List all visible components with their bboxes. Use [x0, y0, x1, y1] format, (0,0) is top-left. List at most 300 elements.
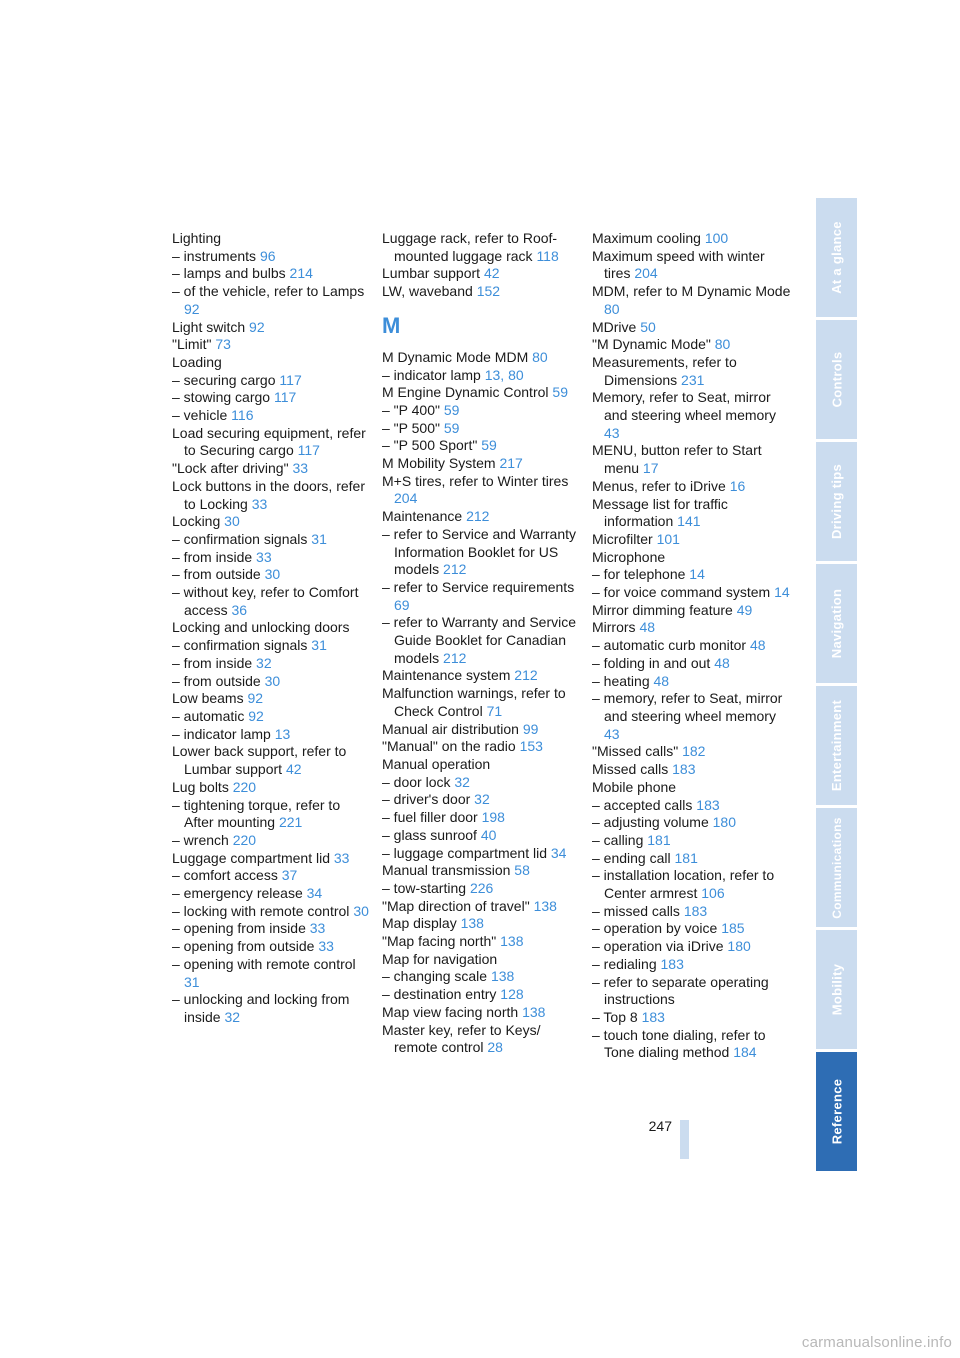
page-link[interactable]: 59: [481, 437, 497, 454]
index-entry: [592, 850, 792, 868]
page-link[interactable]: 198: [481, 809, 505, 826]
index-entry: [382, 265, 582, 283]
index-entry: [592, 779, 792, 797]
index-term: – tow-starting: [382, 879, 467, 896]
index-term: – "P 500 Sport": [382, 437, 478, 454]
index-entry: [172, 956, 372, 991]
index-term: LW, waveband: [382, 283, 473, 300]
index-term: Microfilter: [592, 530, 653, 547]
index-entry: [592, 797, 792, 815]
index-term: Microphone: [592, 548, 666, 565]
index-term: Map for navigation: [382, 950, 498, 967]
page-link[interactable]: 30: [264, 566, 281, 583]
page-link[interactable]: 183: [696, 796, 720, 813]
index-term: – unlocking and locking from inside: [172, 991, 350, 1025]
page-link[interactable]: 212: [466, 508, 490, 525]
index-entry: [382, 951, 582, 969]
index-entry: [382, 367, 582, 385]
index-entry: [592, 1009, 792, 1027]
index-term: – heating: [592, 672, 650, 689]
tab-mobility[interactable]: [816, 930, 857, 1049]
index-term: MDrive: [592, 318, 637, 335]
index-term: – "P 500": [382, 419, 440, 436]
index-entry: [592, 673, 792, 691]
page-link[interactable]: 99: [522, 720, 539, 737]
page-link[interactable]: 13: [274, 725, 291, 742]
page-link[interactable]: 180: [712, 814, 736, 831]
index-entry: [382, 791, 582, 809]
index-term: "Limit": [172, 336, 212, 353]
index-term: – from inside: [172, 548, 253, 565]
index-entry: [172, 867, 372, 885]
page-link[interactable]: 30: [264, 672, 281, 689]
index-term: – installation location, refer to Center armrest: [592, 867, 775, 902]
index-entry: [592, 230, 792, 248]
index-entry: [592, 442, 792, 477]
index-term: Mirror dimming feature: [592, 601, 733, 618]
index-entry: [172, 265, 372, 283]
index-entry: [382, 455, 582, 473]
index-entry: [592, 637, 792, 655]
index-term: Lumbar support: [382, 265, 481, 282]
index-entry: [592, 549, 792, 567]
index-entry: [592, 283, 792, 318]
index-entry: [172, 248, 372, 266]
index-entry: [382, 667, 582, 685]
index-term: – locking with remote control: [172, 902, 350, 919]
index-entry: [592, 566, 792, 584]
index-term: – confirmation signals: [172, 530, 308, 547]
index-term: M Dynamic Mode MDM: [382, 348, 529, 365]
index-entry: [382, 283, 582, 301]
index-term: – refer to Service and Warranty Information Booklet for US models: [382, 525, 577, 578]
page-link[interactable]: 138: [460, 915, 484, 932]
index-term: Menus, refer to iDrive: [592, 477, 726, 494]
index-term: – without key, refer to Comfort access: [172, 584, 359, 618]
page-link[interactable]: 185: [721, 920, 745, 937]
index-term: Maintenance system: [382, 667, 511, 684]
index-entry: [592, 655, 792, 673]
tab-label: Mobility: [829, 963, 845, 1016]
index-entry: [382, 230, 582, 265]
page-link[interactable]: 33: [292, 460, 309, 477]
index-entry: [172, 372, 372, 390]
index-entry: [172, 619, 372, 637]
page-link[interactable]: 33: [251, 495, 268, 512]
page-link[interactable]: 14: [689, 566, 705, 583]
page-link[interactable]: 152: [476, 283, 501, 300]
index-term: Lock buttons in the doors, refer to Locking: [172, 477, 365, 512]
tab-label: At a glance: [829, 221, 844, 294]
page-link[interactable]: 221: [278, 814, 303, 831]
page-link[interactable]: 30: [353, 902, 369, 919]
page-link[interactable]: 220: [232, 778, 257, 795]
index-term: Low beams: [172, 690, 244, 707]
index-entry: [172, 460, 372, 478]
index-term: Map view facing north: [382, 1003, 519, 1020]
index-entry: [382, 508, 582, 526]
index-entry: [382, 827, 582, 845]
index-term: – emergency release: [172, 885, 303, 902]
page-link[interactable]: 32: [474, 791, 490, 808]
page-link[interactable]: 48: [653, 672, 670, 689]
index-entry: [382, 968, 582, 986]
page-link[interactable]: 183: [672, 761, 696, 778]
page-link[interactable]: 96: [259, 247, 276, 264]
page-link[interactable]: 34: [550, 844, 567, 861]
index-term: Light switch: [172, 318, 246, 335]
index-term: – adjusting volume: [592, 814, 709, 831]
index-entry: [592, 956, 792, 974]
index-term: – accepted calls: [592, 796, 693, 813]
index-term: – comfort access: [172, 867, 278, 884]
index-term: – operation via iDrive: [592, 938, 724, 955]
page-link[interactable]: 73: [215, 336, 231, 353]
page-link[interactable]: 17: [642, 460, 659, 477]
index-term: Lighting: [172, 230, 222, 246]
page-link[interactable]: 13, 80: [484, 366, 524, 383]
page-link[interactable]: 59: [443, 419, 460, 436]
index-term: – for voice command system: [592, 584, 771, 601]
index-entry: [382, 1004, 582, 1022]
tab-label: Navigation: [829, 588, 844, 659]
page-link[interactable]: 50: [640, 318, 656, 335]
index-entry: [382, 898, 582, 916]
index-term: – automatic curb monitor: [592, 637, 747, 654]
tab-label: Entertainment: [829, 699, 844, 792]
index-entry: [382, 685, 582, 720]
index-term: "Map facing north": [382, 933, 497, 950]
section-tabs: [816, 198, 857, 1174]
index-term: – refer to separate operating instructions: [592, 973, 769, 1008]
index-entry: [592, 478, 792, 496]
page-link[interactable]: 49: [736, 601, 753, 618]
page-link[interactable]: 40: [480, 826, 497, 843]
page-link[interactable]: 48: [639, 619, 656, 636]
tab-label: Controls: [829, 351, 844, 408]
page-link[interactable]: 48: [749, 637, 766, 654]
index-term: Master key, refer to Keys/ remote control: [382, 1021, 541, 1056]
page-link[interactable]: 92: [249, 318, 265, 335]
index-entry: [172, 425, 372, 460]
page-link[interactable]: 118: [536, 247, 559, 264]
index-entry: [382, 420, 582, 438]
index-term: – instruments: [172, 247, 257, 264]
index-entry: [172, 673, 372, 691]
watermark: carmanualsonline.info: [801, 1334, 952, 1351]
index-entry: [382, 738, 582, 756]
page-link[interactable]: 217: [499, 455, 523, 472]
index-term: Measurements, refer to Dimensions: [592, 353, 737, 388]
page-link[interactable]: 183: [660, 955, 684, 972]
index-term: Mirrors: [592, 619, 636, 636]
page-link[interactable]: 59: [443, 401, 460, 418]
index-entry: [382, 862, 582, 880]
index-term: Loading: [172, 353, 222, 370]
index-entry: [592, 743, 792, 761]
index-entry: [382, 579, 582, 614]
index-entry: [172, 336, 372, 354]
page-link[interactable]: 92: [247, 690, 264, 707]
index-entry: [172, 407, 372, 425]
index-entry: [382, 933, 582, 951]
index-entry: [592, 920, 792, 938]
page-link[interactable]: 42: [483, 265, 500, 282]
page-link[interactable]: 117: [297, 442, 320, 459]
page-link[interactable]: 138: [522, 1003, 546, 1020]
page-link[interactable]: 212: [514, 667, 538, 684]
page-link[interactable]: 204: [394, 490, 418, 507]
page-link[interactable]: 138: [500, 933, 524, 950]
index-term: – of the vehicle, refer to Lamps: [172, 283, 365, 300]
page-link[interactable]: 153: [519, 738, 543, 755]
index-term: – automatic: [172, 707, 245, 724]
page-link[interactable]: 37: [281, 867, 298, 884]
index-term: Missed calls: [592, 761, 669, 778]
page-link[interactable]: 231: [681, 371, 705, 388]
page-link[interactable]: 32: [454, 773, 470, 790]
index-term: – from outside: [172, 566, 261, 583]
index-term: – ending call: [592, 849, 671, 866]
index-term: "Missed calls": [592, 743, 679, 760]
index-entry: [172, 230, 372, 248]
page-link[interactable]: 116: [231, 407, 254, 424]
index-term: Load securing equipment, refer to Securing cargo: [172, 424, 366, 459]
index-term: – fuel filler door: [382, 809, 478, 826]
index-entry: [382, 402, 582, 420]
page-link[interactable]: 220: [232, 831, 257, 848]
index-term: Lug bolts: [172, 778, 229, 795]
tab-reference[interactable]: [816, 1052, 857, 1171]
index-entry: [382, 437, 582, 455]
page-link[interactable]: 80: [604, 300, 620, 317]
index-entry: [382, 774, 582, 792]
index-entry: [172, 531, 372, 549]
index-column-2: [382, 230, 582, 1057]
index-term: "Manual" on the radio: [382, 738, 516, 755]
page-link[interactable]: 80: [714, 336, 731, 353]
page-link[interactable]: 100: [704, 230, 729, 246]
page-link[interactable]: 92: [184, 300, 200, 317]
page-link[interactable]: 138: [533, 897, 557, 914]
page-link[interactable]: 69: [394, 596, 410, 613]
page-link[interactable]: 101: [656, 530, 680, 547]
index-entry: [172, 885, 372, 903]
index-term: – missed calls: [592, 902, 680, 919]
page-link[interactable]: 214: [289, 265, 313, 282]
index-column-1: [172, 230, 372, 1027]
index-entry: [172, 850, 372, 868]
tab-controls[interactable]: [816, 320, 857, 439]
index-entry: [592, 903, 792, 921]
index-term: Mobile phone: [592, 778, 677, 795]
page-link[interactable]: 92: [248, 707, 264, 724]
index-term: Locking and unlocking doors: [172, 619, 350, 636]
index-entry: [592, 974, 792, 1009]
index-entry: [592, 602, 792, 620]
index-entry: [592, 761, 792, 779]
page-link[interactable]: 28: [487, 1039, 503, 1056]
index-term: MENU, button refer to Start menu: [592, 442, 762, 477]
index-term: Manual air distribution: [382, 720, 519, 737]
page-link[interactable]: 43: [604, 725, 620, 742]
page-link[interactable]: 43: [604, 424, 620, 441]
page-link[interactable]: 181: [674, 849, 698, 866]
page-link[interactable]: 226: [469, 879, 494, 896]
index-term: – from outside: [172, 672, 261, 689]
index-entry: [172, 726, 372, 744]
page-link[interactable]: 117: [279, 371, 302, 388]
page-link[interactable]: 16: [729, 477, 746, 494]
page-number-bar: [680, 1120, 689, 1159]
index-term: – confirmation signals: [172, 637, 308, 654]
page-link[interactable]: 33: [309, 920, 326, 937]
index-term: Manual transmission: [382, 862, 511, 879]
index-letter-heading: M: [382, 312, 401, 338]
page-link[interactable]: 33: [318, 938, 334, 955]
tab-navigation[interactable]: [816, 564, 857, 683]
index-term: – vehicle: [172, 407, 228, 424]
index-term: Map display: [382, 915, 457, 932]
page-link[interactable]: 106: [701, 885, 725, 902]
index-term: – lamps and bulbs: [172, 265, 286, 282]
index-entry: [382, 915, 582, 933]
index-term: – changing scale: [382, 968, 488, 985]
index-entry: [592, 584, 792, 602]
tab-communications[interactable]: [816, 808, 857, 927]
page-link[interactable]: 138: [490, 968, 515, 985]
index-term: – operation by voice: [592, 920, 718, 937]
index-term: – stowing cargo: [172, 389, 271, 406]
index-entry: [382, 614, 582, 667]
index-term: – calling: [592, 831, 644, 848]
page-link[interactable]: 141: [677, 513, 701, 530]
index-term: – "P 400": [382, 401, 440, 418]
page-link[interactable]: 180: [727, 938, 751, 955]
index-entry: [172, 991, 372, 1026]
page-link[interactable]: 181: [647, 831, 671, 848]
index-term: – opening from outside: [172, 938, 315, 955]
index-term: Maximum speed with winter tires: [592, 247, 765, 282]
index-entry: [382, 756, 582, 774]
page-link[interactable]: 212: [443, 561, 467, 578]
index-entry: [172, 920, 372, 938]
index-term: – opening from inside: [172, 920, 306, 937]
index-term: – folding in and out: [592, 654, 711, 671]
index-term: MDM, refer to M Dynamic Mode: [592, 283, 791, 300]
index-entry: [172, 354, 372, 372]
index-entry: [172, 549, 372, 567]
page-link[interactable]: 32: [224, 1008, 241, 1025]
page-link[interactable]: 36: [231, 601, 248, 618]
index-term: M Engine Dynamic Control: [382, 384, 549, 401]
page-link[interactable]: 34: [306, 885, 323, 902]
page-link[interactable]: 183: [683, 902, 708, 919]
index-term: – touch tone dialing, refer to Tone dialing method: [592, 1026, 766, 1061]
tab-at-a-glance[interactable]: [816, 198, 857, 317]
page-link[interactable]: 33: [256, 548, 272, 565]
index-term: M+S tires, refer to Winter tires: [382, 472, 569, 489]
index-entry: [382, 721, 582, 739]
index-term: Message list for traffic information: [592, 495, 728, 530]
page-link[interactable]: 32: [256, 654, 272, 671]
index-entry: [172, 797, 372, 832]
page-link[interactable]: 128: [500, 986, 524, 1003]
page-link[interactable]: 184: [733, 1044, 757, 1061]
page-link[interactable]: 59: [552, 384, 568, 401]
tab-driving-tips[interactable]: [816, 442, 857, 561]
page-link[interactable]: 182: [682, 743, 706, 760]
index-term: Maintenance: [382, 508, 463, 525]
index-entry: [172, 319, 372, 337]
tab-label: Communications: [829, 816, 844, 919]
page-link[interactable]: 33: [333, 849, 350, 866]
index-entry: [382, 845, 582, 863]
tab-entertainment[interactable]: [816, 686, 857, 805]
index-term: – securing cargo: [172, 371, 276, 388]
page-link[interactable]: 204: [634, 265, 658, 282]
index-entry: [172, 513, 372, 531]
index-term: Maximum cooling: [592, 230, 701, 246]
index-term: – destination entry: [382, 986, 497, 1003]
page-link[interactable]: 42: [285, 761, 302, 778]
page-link[interactable]: 30: [224, 513, 240, 530]
tab-label: Reference: [829, 1078, 845, 1145]
index-term: "M Dynamic Mode": [592, 336, 711, 353]
page-link[interactable]: 31: [184, 973, 200, 990]
index-term: – wrench: [172, 831, 229, 848]
index-entry: [382, 349, 582, 367]
index-term: – refer to Service requirements: [382, 578, 575, 595]
page-link[interactable]: 31: [311, 637, 327, 654]
index-term: – from inside: [172, 654, 253, 671]
index-term: – driver's door: [382, 791, 471, 808]
index-term: – door lock: [382, 773, 451, 790]
index-entry: [592, 690, 792, 743]
page-link[interactable]: 31: [311, 530, 327, 547]
page-link[interactable]: 71: [486, 702, 503, 719]
index-entry: [172, 743, 372, 778]
index-entry: [172, 566, 372, 584]
index-term: – indicator lamp: [382, 366, 481, 383]
page-link[interactable]: 183: [641, 1008, 665, 1025]
index-entry: [382, 526, 582, 579]
page-link[interactable]: 58: [514, 862, 530, 879]
index-entry: [172, 584, 372, 619]
index-term: Memory, refer to Seat, mirror and steering wheel memory: [592, 389, 776, 424]
page-link[interactable]: 48: [714, 654, 730, 671]
index-term: – tightening torque, refer to After mounting: [172, 796, 341, 831]
index-term: Malfunction warnings, refer to Check Control: [382, 685, 566, 719]
index-term: Lower back support, refer to Lumbar support: [172, 743, 347, 778]
index-term: – redialing: [592, 955, 657, 972]
page-link[interactable]: 212: [443, 649, 467, 666]
index-term: Manual operation: [382, 755, 491, 772]
page-number: 247: [648, 1118, 672, 1134]
page-link[interactable]: 117: [273, 389, 297, 406]
page-link[interactable]: 80: [532, 348, 548, 365]
index-term: – Top 8: [592, 1008, 638, 1025]
index-entry: [172, 283, 372, 318]
index-column-3: [592, 230, 792, 1062]
index-entry: [172, 655, 372, 673]
index-term: "Lock after driving": [172, 460, 289, 477]
index-term: – refer to Warranty and Service Guide Booklet for Canadian models: [382, 614, 577, 666]
tab-label: Driving tips: [829, 463, 845, 540]
index-entry: [592, 832, 792, 850]
index-entry: [592, 531, 792, 549]
page-link[interactable]: 14: [774, 584, 790, 601]
